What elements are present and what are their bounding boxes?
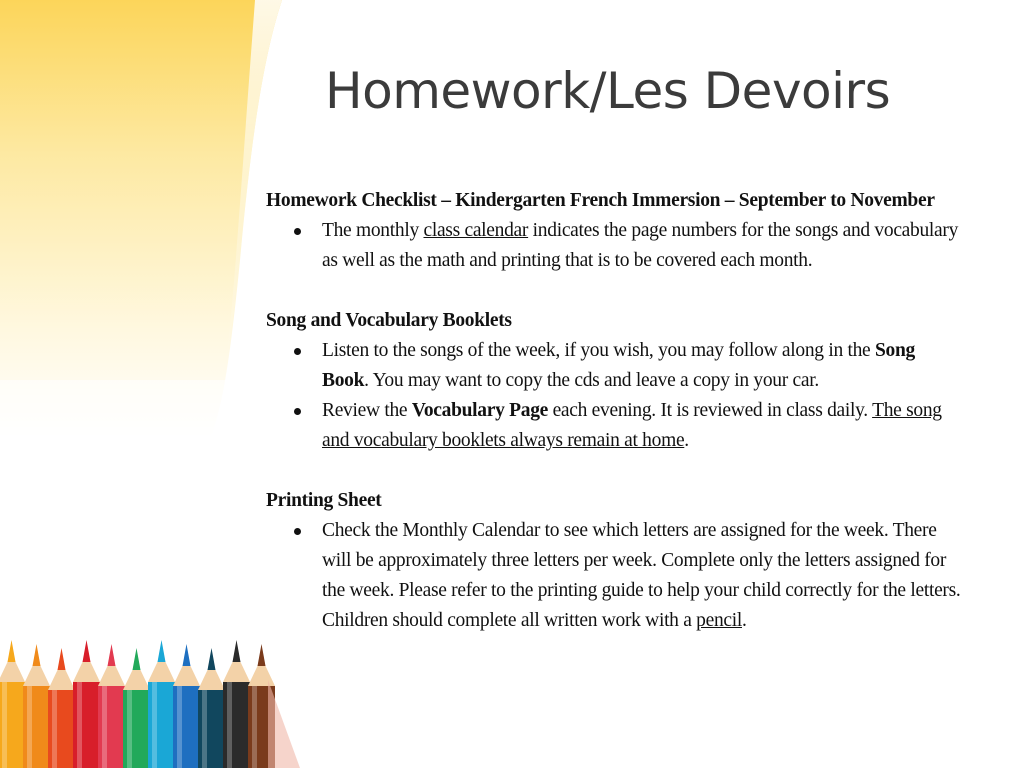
section-heading: Song and Vocabulary Booklets xyxy=(266,310,512,331)
pencil-highlight xyxy=(77,682,82,768)
pencil-highlight xyxy=(52,690,57,768)
text-run: Review the xyxy=(322,400,412,421)
text-run: . You may want to copy the cds and leave a copy in your car. xyxy=(364,370,819,391)
pencil-highlight xyxy=(177,686,182,768)
list-item xyxy=(266,336,966,396)
pencil-highlight xyxy=(2,682,7,768)
bullet-list xyxy=(266,216,966,276)
bullet-icon xyxy=(294,228,301,235)
text-run-underlined: class calendar xyxy=(423,220,529,241)
text-run-underlined: pencil xyxy=(696,610,742,631)
section-song-vocabulary xyxy=(266,306,966,456)
text-run: The monthly xyxy=(322,220,424,241)
bullet-list xyxy=(266,516,966,636)
bullet-icon xyxy=(294,348,301,355)
list-item xyxy=(266,396,966,456)
section-heading: Printing Sheet xyxy=(266,490,382,511)
pencil-highlight xyxy=(202,690,207,768)
text-run: . xyxy=(742,610,747,631)
text-run-bold: Vocabulary Page xyxy=(411,400,548,421)
homework-content xyxy=(266,186,966,636)
pencil-highlight xyxy=(152,682,157,768)
text-run: indicates the page numbers for the songs and vocabulary as well as the math and printing that is to be covered each month. xyxy=(322,220,959,271)
bullet-list xyxy=(266,336,966,456)
text-run: . xyxy=(684,430,689,451)
section-printing-sheet xyxy=(266,486,966,636)
list-item xyxy=(266,516,966,636)
list-item xyxy=(266,216,966,276)
bullet-icon xyxy=(294,528,301,535)
text-run-bold: Song Book xyxy=(322,340,915,391)
text-run: Listen to the songs of the week, if you wish, you may follow along in the xyxy=(322,340,875,361)
text-run: Check the Monthly Calendar to see which letters are assigned for the week. There will be approximately three letters per week. Complete only the letters assigned for the week. Please refer to the printing guide to help your child correctly for the letters. Children should complete all written work with a xyxy=(322,520,961,631)
section-homework-checklist xyxy=(266,186,966,276)
pencil-highlight xyxy=(127,690,132,768)
section-heading: Homework Checklist – Kindergarten French Immersion – September to November xyxy=(266,190,935,211)
pencil-highlight xyxy=(102,686,107,768)
text-run-underlined: The song and vocabulary booklets always remain at home xyxy=(322,400,942,451)
colored-pencils xyxy=(0,640,300,768)
pencil-highlight xyxy=(27,686,32,768)
text-run: each evening. It is reviewed in class daily. xyxy=(548,400,873,421)
bullet-icon xyxy=(294,408,301,415)
pencil-highlight xyxy=(252,686,257,768)
pencil-highlight xyxy=(227,682,232,768)
page-title: Homework/Les Devoirs xyxy=(325,62,891,120)
